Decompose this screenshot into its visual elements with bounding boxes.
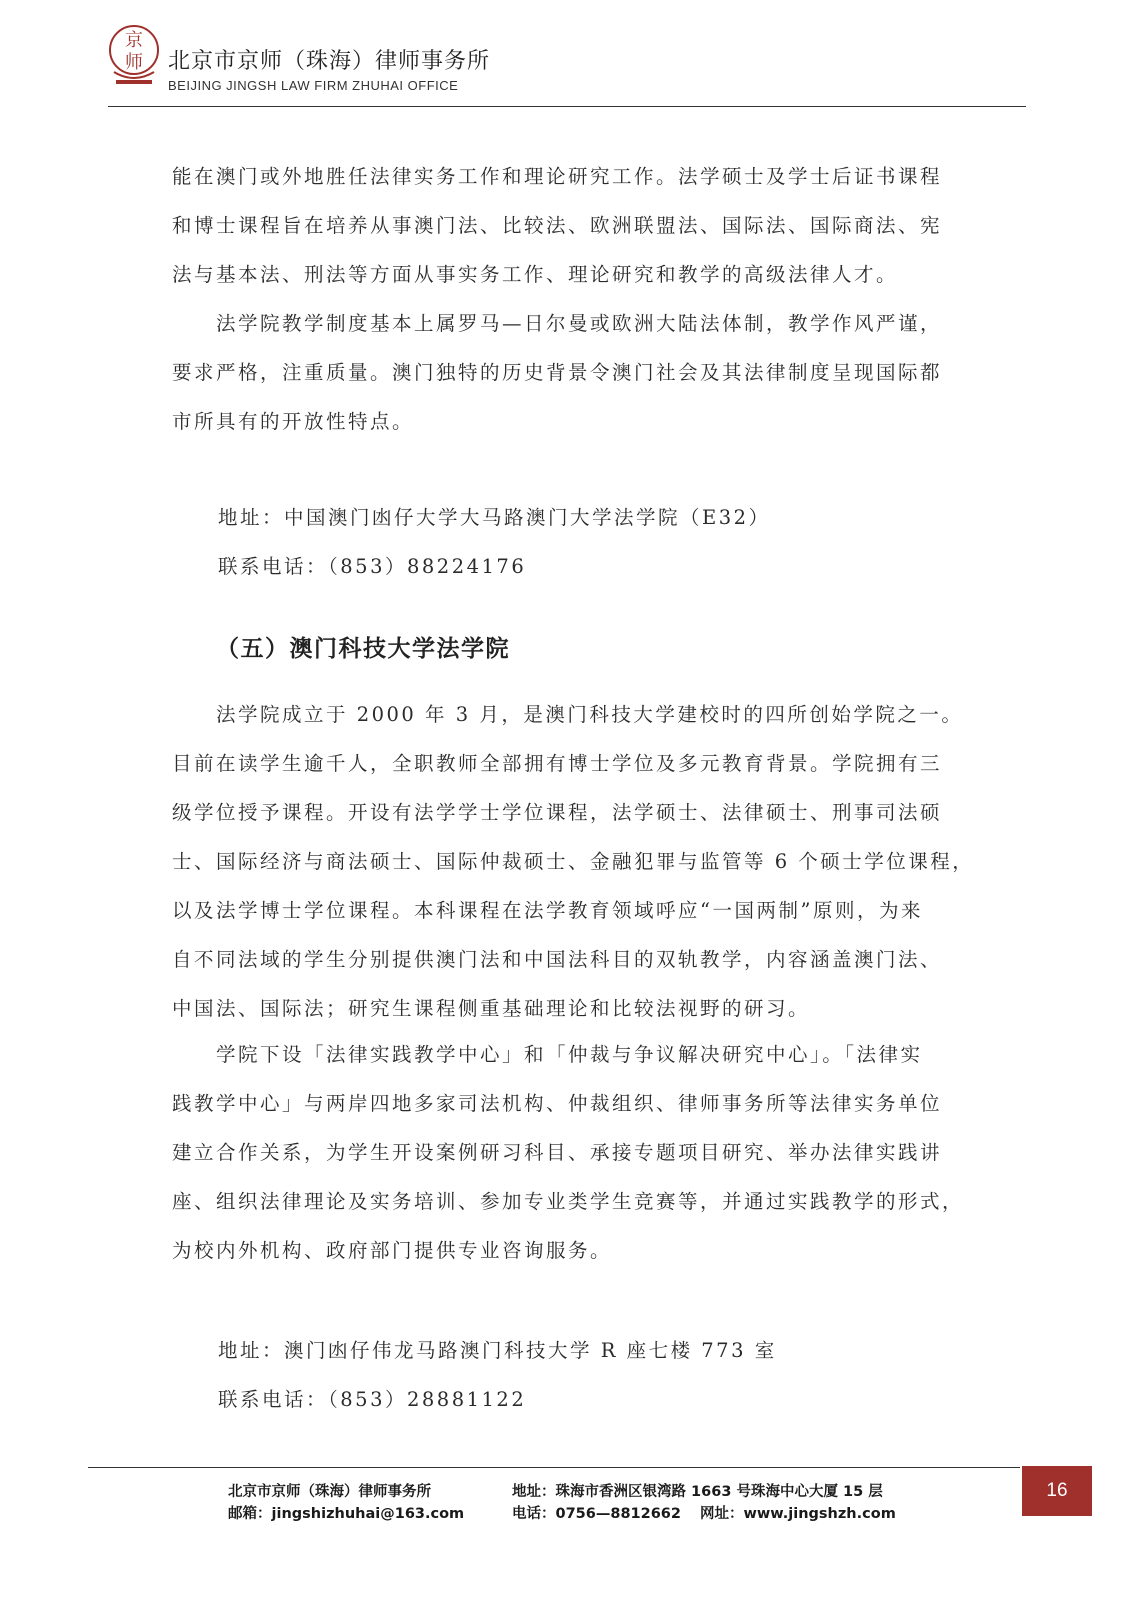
footer-email: 邮箱：jingshizhuhai@163.com (228, 1506, 465, 1522)
text-line: 市所具有的开放性特点。 (172, 410, 415, 433)
header-firm-name-cn: 北京市京师（珠海）律师事务所 (168, 49, 491, 74)
section-heading: （五）澳门科技大学法学院 (216, 636, 510, 662)
footer-phone: 电话：0756—8812662 (512, 1506, 681, 1522)
header-firm-name-en: BEIJING JINGSH LAW FIRM ZHUHAI OFFICE (168, 78, 459, 93)
text-line: 法学院成立于 2000 年 3 月，是澳门科技大学建校时的四所创始学院之一。 (216, 703, 964, 726)
phone-text: 联系电话：（853）28881122 (218, 1388, 527, 1411)
text-line: 践教学中心」与两岸四地多家司法机构、仲裁组织、律师事务所等法律实务单位 (172, 1092, 943, 1115)
text-line: 法与基本法、刑法等方面从事实务工作、理论研究和教学的高级法律人才。 (172, 263, 899, 286)
phone-text: 联系电话：（853）88224176 (218, 555, 527, 578)
footer-firm-name: 北京市京师（珠海）律师事务所 (228, 1484, 431, 1500)
paragraph-law-faculty-programs (172, 152, 962, 299)
text-line: 中国法、国际法；研究生课程侧重基础理论和比较法视野的研习。 (172, 997, 811, 1020)
text-line: 目前在读学生逾千人，全职教师全部拥有博士学位及多元教育背景。学院拥有三 (172, 752, 943, 775)
text-line: 自不同法域的学生分别提供澳门法和中国法科目的双轨教学，内容涵盖澳门法、 (172, 948, 943, 971)
text-line: 学院下设「法律实践教学中心」和「仲裁与争议解决研究中心」。「法律实 (216, 1043, 923, 1066)
text-line: 和博士课程旨在培养从事澳门法、比较法、欧洲联盟法、国际法、国际商法、宪 (172, 214, 943, 237)
address-text: 地址：中国澳门凼仔大学大马路澳门大学法学院（E32） (218, 506, 771, 529)
text-line: 要求严格，注重质量。澳门独特的历史背景令澳门社会及其法律制度呈现国际都 (172, 361, 943, 384)
text-line: 为校内外机构、政府部门提供专业咨询服务。 (172, 1239, 613, 1262)
firm-logo (108, 20, 160, 90)
paragraph-must-law-intro (172, 690, 975, 1033)
footer-divider (88, 1467, 1020, 1468)
svg-text:京: 京 (125, 30, 143, 51)
footer-address: 地址：珠海市香洲区银湾路 1663 号珠海中心大厦 15 层 (512, 1484, 883, 1500)
text-line: 能在澳门或外地胜任法律实务工作和理论研究工作。法学硕士及学士后证书课程 (172, 165, 943, 188)
header-divider (108, 106, 1026, 107)
address-text: 地址：澳门凼仔伟龙马路澳门科技大学 R 座七楼 773 室 (218, 1339, 777, 1362)
footer-website: 网址：www.jingshzh.com (700, 1506, 896, 1522)
text-line: 建立合作关系，为学生开设案例研习科目、承接专题项目研究、举办法律实践讲 (172, 1141, 943, 1164)
contact-block-must (218, 1326, 1008, 1424)
page-number: 16 (1022, 1466, 1092, 1516)
text-line: 以及法学博士学位课程。本科课程在法学教育领域呼应“一国两制”原则，为来 (172, 899, 923, 922)
svg-text:师: 师 (125, 52, 143, 73)
text-line: 士、国际经济与商法硕士、国际仲裁硕士、金融犯罪与监管等 6 个硕士学位课程， (172, 850, 975, 873)
contact-block-um (218, 493, 1008, 591)
paragraph-must-centers (172, 1030, 965, 1275)
text-line: 级学位授予课程。开设有法学学士学位课程，法学硕士、法律硕士、刑事司法硕 (172, 801, 943, 824)
paragraph-teaching-system (172, 299, 962, 446)
text-line: 法学院教学制度基本上属罗马—日尔曼或欧洲大陆法体制，教学作风严谨， (216, 312, 943, 335)
text-line: 座、组织法律理论及实务培训、参加专业类学生竞赛等，并通过实践教学的形式， (172, 1190, 965, 1213)
